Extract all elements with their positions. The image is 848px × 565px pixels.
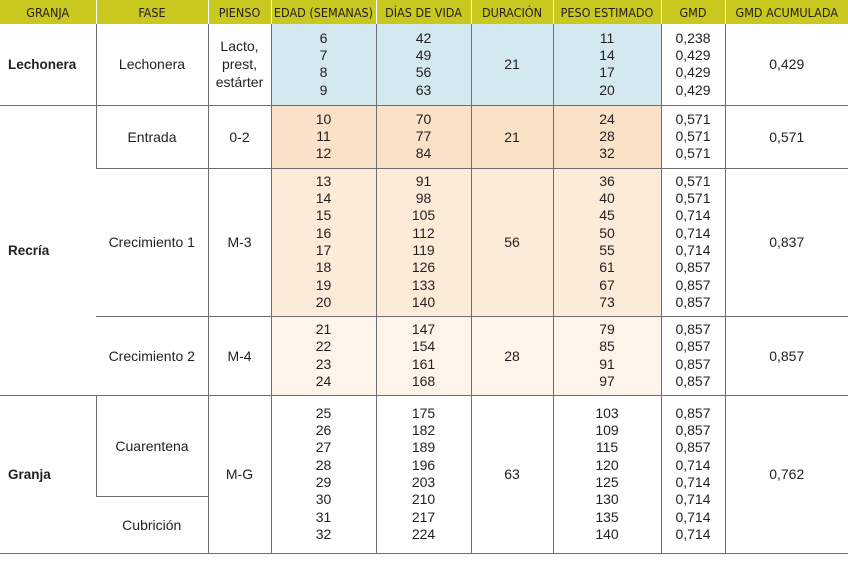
dias-value: 182 — [411, 422, 436, 439]
gmd-value: 0,857 — [675, 293, 711, 310]
dias-value: 77 — [415, 127, 432, 144]
edad-cell — [271, 316, 376, 395]
peso-value: 73 — [599, 293, 615, 310]
gmd-value: 0,714 — [675, 491, 711, 508]
peso-value: 97 — [599, 372, 615, 389]
gmd-value: 0,571 — [675, 110, 711, 127]
gmd-value: 0,571 — [675, 172, 711, 189]
edad-value: 23 — [315, 355, 332, 372]
dias-cell — [376, 105, 471, 168]
edad-value: 16 — [315, 224, 332, 241]
edad-value: 11 — [316, 127, 331, 144]
edad-value: 20 — [315, 293, 332, 310]
gmd-value: 0,238 — [675, 29, 711, 46]
peso-value: 103 — [595, 404, 619, 421]
peso-cell — [553, 168, 661, 316]
fase-crecimiento-1: Crecimiento 1 — [96, 168, 208, 316]
peso-value: 36 — [599, 172, 615, 189]
dias-cell — [376, 24, 471, 105]
gmd-acumulada-cell: 0,857 — [725, 316, 848, 395]
gmd-cell — [661, 316, 725, 395]
gmd-value: 0,429 — [675, 81, 711, 98]
peso-value: 40 — [599, 190, 615, 207]
peso-value: 91 — [599, 355, 615, 372]
edad-value: 7 — [319, 46, 328, 63]
edad-value: 26 — [315, 422, 332, 439]
edad-value: 13 — [315, 172, 332, 189]
edad-value: 12 — [315, 145, 332, 162]
gmd-value: 0,571 — [675, 190, 711, 207]
row-crecimiento-2 — [0, 316, 848, 395]
dias-value: 98 — [415, 190, 432, 207]
peso-value: 85 — [599, 338, 615, 355]
granja-recria: Recría — [0, 105, 96, 395]
duracion-cell: 56 — [471, 168, 553, 316]
peso-value: 109 — [595, 422, 619, 439]
edad-value: 22 — [315, 338, 332, 355]
dias-cell — [376, 168, 471, 316]
dias-cell — [376, 316, 471, 395]
edad-cell — [271, 168, 376, 316]
gmd-value: 0,857 — [675, 372, 711, 389]
duracion-cell: 63 — [471, 395, 553, 553]
fase-entrada: Entrada — [96, 105, 208, 168]
edad-cell — [271, 395, 376, 553]
peso-value: 50 — [599, 224, 615, 241]
peso-value: 125 — [595, 474, 619, 490]
dias-value: 224 — [411, 525, 436, 542]
edad-value: 18 — [315, 259, 332, 276]
peso-value: 61 — [599, 259, 615, 276]
edad-value: 19 — [315, 276, 332, 293]
edad-value: 15 — [315, 207, 332, 224]
dias-value: 56 — [415, 64, 432, 81]
gmd-value: 0,857 — [675, 259, 711, 276]
dias-value: 154 — [411, 338, 436, 355]
dias-value: 133 — [411, 276, 436, 293]
duracion-cell: 21 — [471, 105, 553, 168]
granja-granja: Granja — [0, 395, 96, 553]
edad-value: 31 — [315, 508, 332, 525]
pienso-lechonera-line: prest, — [221, 56, 257, 73]
peso-value: 135 — [595, 508, 619, 525]
dias-value: 105 — [411, 207, 436, 224]
gmd-cell — [661, 395, 725, 553]
dias-value: 70 — [415, 110, 432, 127]
pienso-lechonera — [208, 24, 271, 105]
peso-value: 45 — [599, 207, 615, 224]
gmd-value: 0,857 — [675, 439, 711, 456]
dias-value: 84 — [415, 145, 432, 162]
gmd-acumulada-cell: 0,571 — [725, 105, 848, 168]
gmd-value: 0,714 — [675, 224, 711, 241]
edad-value: 6 — [319, 29, 328, 46]
edad-value: 14 — [315, 190, 332, 207]
peso-value: 67 — [599, 276, 615, 293]
fase-cubricion: Cubrición — [96, 496, 208, 553]
dias-cell — [376, 395, 471, 553]
gmd-acumulada-cell: 0,429 — [725, 24, 848, 105]
gmd-value: 0,857 — [675, 422, 711, 439]
dias-value: 112 — [412, 224, 435, 241]
dias-value: 119 — [412, 242, 435, 258]
edad-value: 8 — [319, 64, 328, 81]
gmd-cell — [661, 105, 725, 168]
edad-value: 10 — [315, 110, 332, 127]
gmd-value: 0,714 — [675, 474, 711, 490]
gmd-value: 0,571 — [675, 127, 711, 144]
edad-value: 17 — [315, 242, 332, 258]
peso-value: 17 — [599, 64, 615, 81]
peso-value: 120 — [595, 456, 619, 473]
fase-crecimiento-2: Crecimiento 2 — [96, 316, 208, 395]
dias-value: 175 — [411, 404, 436, 421]
peso-value: 28 — [599, 127, 615, 144]
pienso-crecimiento-2: M-4 — [208, 316, 271, 395]
edad-cell — [271, 105, 376, 168]
peso-value: 115 — [595, 439, 619, 456]
gmd-value: 0,571 — [675, 145, 711, 162]
dias-value: 42 — [415, 29, 432, 46]
peso-value: 55 — [599, 242, 615, 258]
gmd-value: 0,857 — [675, 338, 711, 355]
gmd-cell — [661, 24, 725, 105]
edad-cell — [271, 24, 376, 105]
fase-lechonera: Lechonera — [96, 24, 208, 105]
dias-value: 147 — [411, 320, 436, 337]
pienso-granja: M-G — [208, 395, 271, 553]
row-lechonera — [0, 24, 848, 105]
header-fase: FASE — [96, 0, 208, 24]
dias-value: 203 — [411, 474, 436, 490]
duracion-cell: 28 — [471, 316, 553, 395]
peso-value: 24 — [599, 110, 615, 127]
pienso-lechonera-line: Lacto, — [220, 38, 259, 55]
peso-cell — [553, 105, 661, 168]
dias-value: 91 — [415, 172, 432, 189]
gmd-value: 0,429 — [675, 64, 711, 81]
edad-value: 9 — [319, 81, 328, 98]
dias-value: 210 — [411, 491, 436, 508]
fase-cuarentena: Cuarentena — [96, 395, 208, 496]
header-peso: PESO ESTIMADO — [553, 0, 661, 24]
pienso-crecimiento-1: M-3 — [208, 168, 271, 316]
header-granja: GRANJA — [0, 0, 96, 24]
header-dias: DÍAS DE VIDA — [376, 0, 471, 24]
edad-value: 30 — [315, 491, 332, 508]
pienso-lechonera-line: estárter — [215, 74, 264, 91]
dias-value: 49 — [415, 46, 432, 63]
edad-value: 21 — [315, 320, 332, 337]
header-gmd-acumulada: GMD ACUMULADA — [725, 0, 848, 24]
gmd-acumulada-cell: 0,837 — [725, 168, 848, 316]
gmd-value: 0,714 — [675, 508, 711, 525]
dias-value: 168 — [411, 372, 436, 389]
peso-value: 14 — [599, 46, 615, 63]
dias-value: 161 — [411, 355, 436, 372]
gmd-acumulada-cell: 0,762 — [725, 395, 848, 553]
edad-value: 29 — [315, 474, 332, 490]
dias-value: 126 — [411, 259, 436, 276]
peso-value: 130 — [595, 491, 619, 508]
row-crecimiento-1 — [0, 168, 848, 316]
peso-value: 79 — [599, 320, 615, 337]
header-pienso: PIENSO — [208, 0, 271, 24]
pienso-entrada: 0-2 — [208, 105, 271, 168]
dias-value: 189 — [411, 439, 436, 456]
gmd-value: 0,857 — [675, 276, 711, 293]
peso-value: 20 — [599, 81, 615, 98]
gmd-value: 0,714 — [675, 456, 711, 473]
gmd-value: 0,714 — [675, 525, 711, 542]
peso-cell — [553, 395, 661, 553]
dias-value: 63 — [415, 81, 432, 98]
gmd-value: 0,429 — [675, 46, 711, 63]
peso-value: 140 — [595, 525, 619, 542]
gmd-value: 0,714 — [675, 242, 711, 258]
peso-cell — [553, 24, 661, 105]
granja-lechonera: Lechonera — [0, 24, 96, 105]
peso-value: 32 — [599, 145, 615, 162]
gmd-value: 0,857 — [675, 404, 711, 421]
header-row — [0, 0, 848, 24]
peso-value: 11 — [599, 29, 615, 46]
gmd-value: 0,857 — [675, 355, 711, 372]
header-edad: EDAD (SEMANAS) — [271, 0, 376, 24]
edad-value: 27 — [315, 439, 332, 456]
edad-value: 24 — [315, 372, 332, 389]
gmd-cell — [661, 168, 725, 316]
gmd-value: 0,714 — [675, 207, 711, 224]
gmd-value: 0,857 — [675, 320, 711, 337]
dias-value: 217 — [411, 508, 436, 525]
dias-value: 140 — [411, 293, 436, 310]
dias-value: 196 — [411, 456, 436, 473]
edad-value: 25 — [315, 404, 332, 421]
row-entrada — [0, 105, 848, 168]
header-duracion: DURACIÓN — [471, 0, 553, 24]
duracion-cell: 21 — [471, 24, 553, 105]
edad-value: 28 — [315, 456, 332, 473]
edad-value: 32 — [315, 525, 332, 542]
row-cuarentena — [0, 395, 848, 496]
peso-cell — [553, 316, 661, 395]
header-gmd: GMD — [661, 0, 725, 24]
